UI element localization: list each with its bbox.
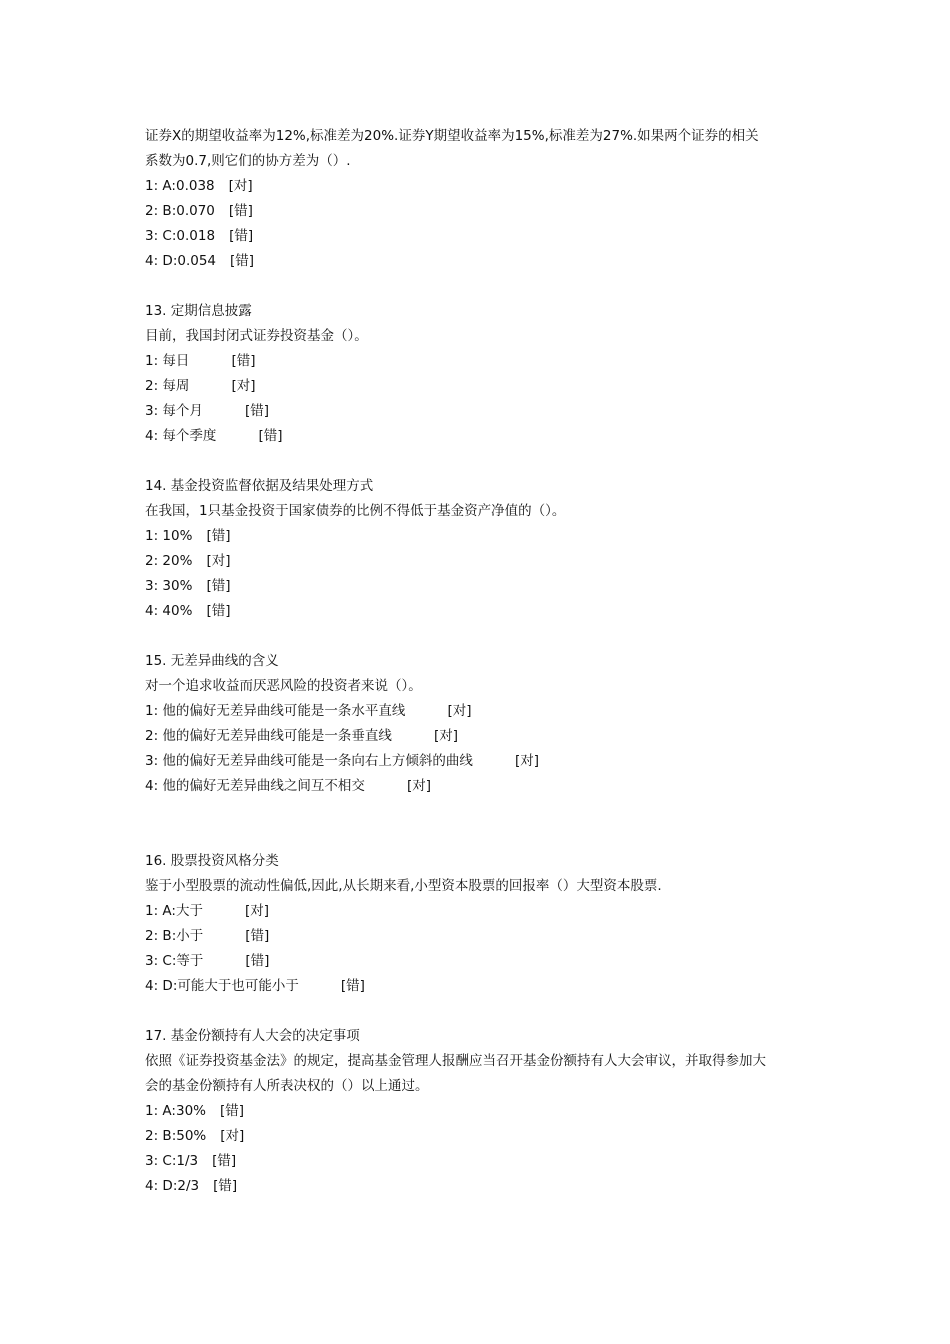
answer-option (145, 224, 825, 249)
answer-option (145, 549, 825, 574)
answer-option (145, 574, 825, 599)
answer-option (145, 749, 825, 774)
answer-option (145, 949, 825, 974)
question-17 (145, 1024, 825, 1199)
option-label: 4: D:2/3 (145, 1178, 200, 1194)
option-label: 4: 每个季度 (145, 428, 217, 444)
answer-option (145, 424, 825, 449)
answer-option (145, 1174, 825, 1199)
answer-mark: [错] (231, 353, 256, 369)
question-title: 16. 股票投资风格分类 (145, 853, 279, 869)
question-title: 14. 基金投资监督依据及结果处理方式 (145, 478, 374, 494)
answer-mark: [错] (245, 928, 270, 944)
answer-mark: [错] (206, 603, 231, 619)
answer-option (145, 774, 825, 799)
option-label: 1: 他的偏好无差异曲线可能是一条水平直线 (145, 703, 406, 719)
question-15 (145, 649, 825, 799)
question-stem: 鉴于小型股票的流动性偏低,因此,从长期来看,小型资本股票的回报率（）大型资本股票. (145, 878, 662, 894)
question-stem: 证券X的期望收益率为12%,标准差为20%.证券Y期望收益率为15%,标准差为27%.如果两个证券的相关 (145, 128, 759, 144)
option-label: 1: A:0.038 (145, 178, 215, 194)
answer-option (145, 1099, 825, 1124)
answer-mark: [对] (244, 903, 270, 919)
answer-mark: [对] (406, 778, 431, 794)
answer-option (145, 524, 825, 549)
answer-mark: [对] (220, 1128, 245, 1144)
option-label: 3: C:1/3 (145, 1153, 199, 1169)
question-16 (145, 849, 825, 999)
answer-option (145, 374, 825, 399)
option-label: 3: 30% (145, 578, 193, 594)
answer-option (145, 699, 825, 724)
answer-option (145, 249, 825, 274)
option-label: 4: 他的偏好无差异曲线之间互不相交 (145, 778, 365, 794)
answer-option (145, 349, 825, 374)
answer-mark: [错] (340, 978, 365, 994)
option-label: 2: B:0.070 (145, 203, 215, 219)
question-stem: 目前，我国封闭式证券投资基金（）。 (145, 328, 368, 344)
option-label: 1: 每日 (145, 353, 190, 369)
answer-mark: [错] (245, 953, 270, 969)
option-label: 3: 每个月 (145, 403, 203, 419)
answer-mark: [对] (514, 753, 539, 769)
option-label: 4: 40% (145, 603, 193, 619)
answer-option (145, 174, 825, 199)
question-stem: 依照《证券投资基金法》的规定，提高基金管理人报酬应当召开基金份额持有人大会审议，并取得参加大 (145, 1053, 766, 1069)
option-label: 2: B:小于 (145, 928, 204, 944)
option-label: 3: C:等于 (145, 953, 204, 969)
answer-mark: [错] (244, 403, 269, 419)
answer-mark: [错] (228, 203, 253, 219)
option-label: 1: 10% (145, 528, 193, 544)
question-title: 17. 基金份额持有人大会的决定事项 (145, 1028, 360, 1044)
question-stem: 系数为0.7,则它们的协方差为（）. (145, 153, 351, 169)
answer-option (145, 924, 825, 949)
question-stem: 在我国，1只基金投资于国家债券的比例不得低于基金资产净值的（）。 (145, 503, 566, 519)
option-label: 4: D:0.054 (145, 253, 217, 269)
option-label: 1: A:大于 (145, 903, 203, 919)
option-label: 2: 他的偏好无差异曲线可能是一条垂直线 (145, 728, 392, 744)
question-title: 13. 定期信息披露 (145, 303, 252, 319)
answer-mark: [错] (212, 1153, 237, 1169)
question-14 (145, 474, 825, 624)
answer-option (145, 399, 825, 424)
answer-option (145, 1124, 825, 1149)
answer-mark: [对] (433, 728, 458, 744)
option-label: 2: B:50% (145, 1128, 207, 1144)
answer-option (145, 899, 825, 924)
question-12 (145, 124, 825, 274)
option-label: 1: A:30% (145, 1103, 206, 1119)
question-title: 15. 无差异曲线的含义 (145, 653, 279, 669)
answer-mark: [错] (229, 228, 254, 244)
answer-option (145, 974, 825, 999)
answer-mark: [对] (231, 378, 256, 394)
answer-mark: [对] (228, 178, 253, 194)
answer-mark: [错] (206, 578, 231, 594)
option-label: 2: 20% (145, 553, 193, 569)
option-label: 4: D:可能大于也可能小于 (145, 978, 299, 994)
answer-option (145, 1149, 825, 1174)
answer-mark: [错] (258, 428, 283, 444)
answer-option (145, 599, 825, 624)
answer-option (145, 199, 825, 224)
answer-mark: [错] (219, 1103, 245, 1119)
answer-mark: [对] (206, 553, 231, 569)
question-list (145, 124, 825, 1199)
option-label: 2: 每周 (145, 378, 190, 394)
question-13 (145, 299, 825, 449)
question-stem: 会的基金份额持有人所表决权的（）以上通过。 (145, 1078, 429, 1094)
answer-mark: [错] (206, 528, 231, 544)
question-stem: 对一个追求收益而厌恶风险的投资者来说（）。 (145, 678, 422, 694)
answer-option (145, 724, 825, 749)
answer-mark: [错] (213, 1178, 238, 1194)
answer-mark: [错] (230, 253, 255, 269)
option-label: 3: 他的偏好无差异曲线可能是一条向右上方倾斜的曲线 (145, 753, 473, 769)
option-label: 3: C:0.018 (145, 228, 216, 244)
answer-mark: [对] (447, 703, 472, 719)
